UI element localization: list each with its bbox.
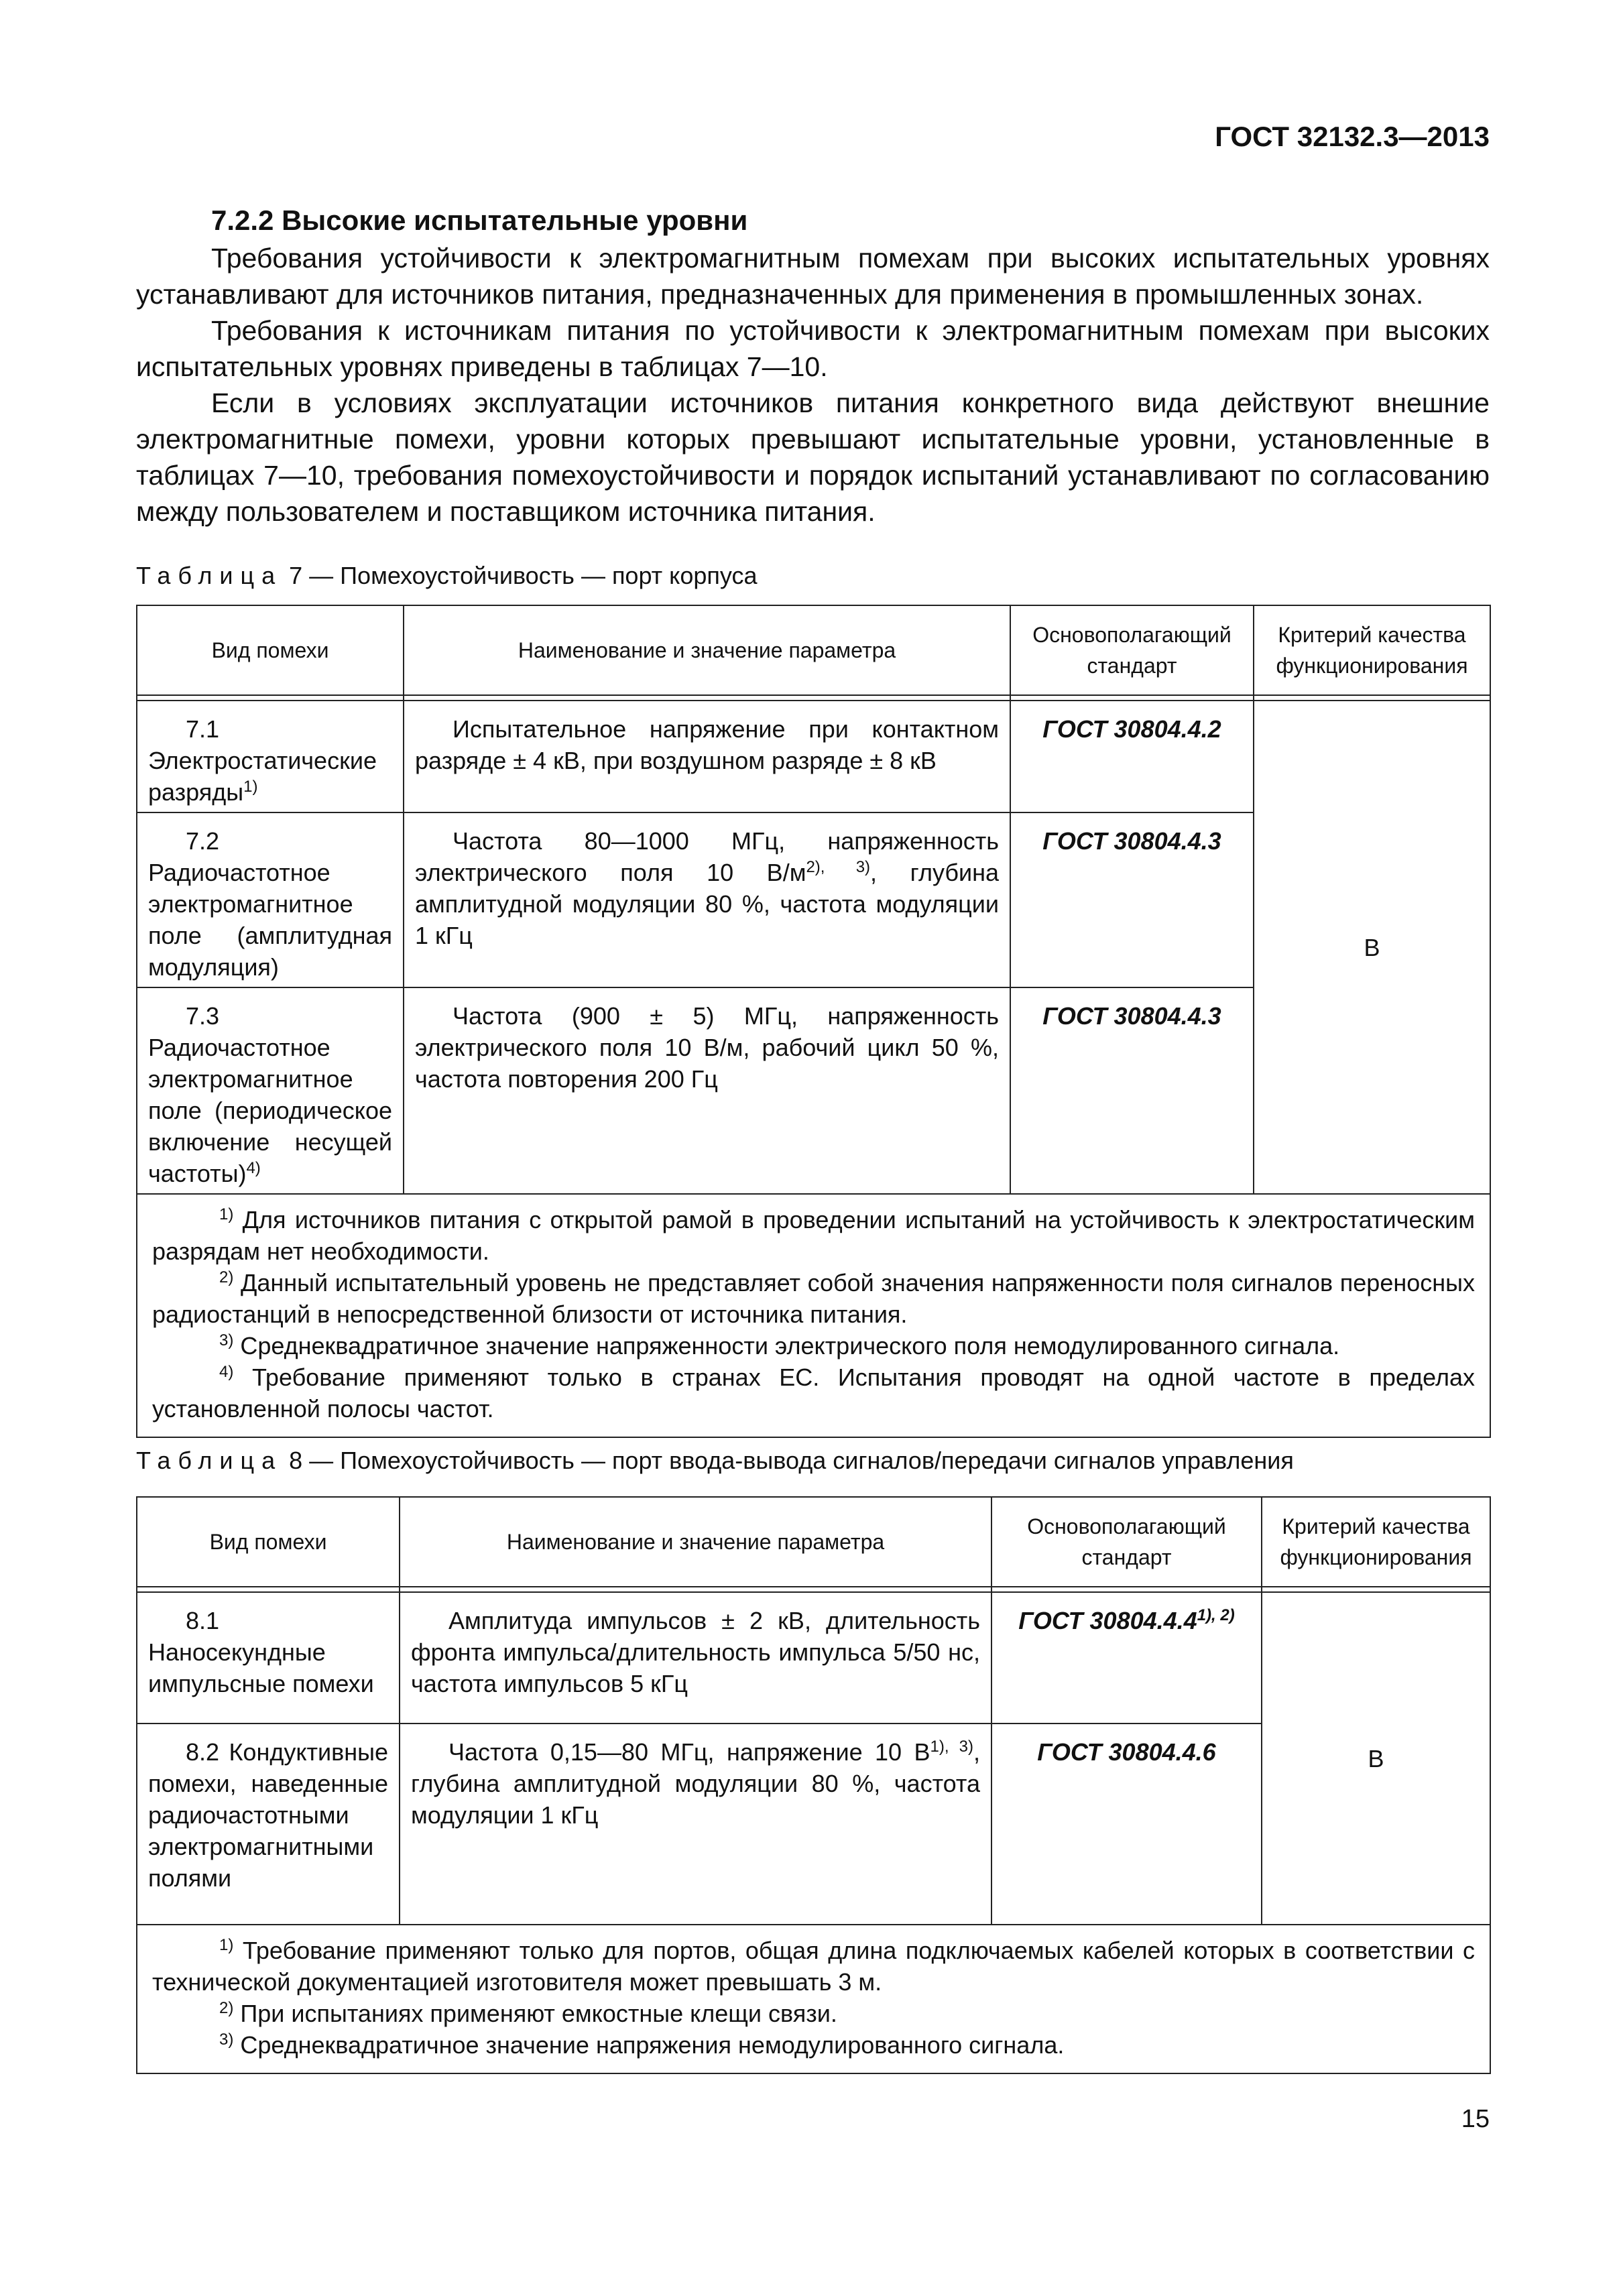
parameter-value: Частота 0,15—80 МГц, напряжение 10 $В^{1), 3)}$, глубина амплитудной модуляции 80 %, частота модуляции 1 кГц <box>400 1724 991 1925</box>
caption-text: 8 — Помехоустойчивость — порт ввода-вывода сигналов/передачи сигналов управления <box>282 1447 1294 1474</box>
document-id: ГОСТ 32132.3—2013 <box>1215 121 1490 152</box>
standard: ГОСТ 30804.4.6 <box>991 1724 1262 1925</box>
column-header: Наименование и значение параметра <box>404 605 1010 695</box>
standard: ГОСТ $30804.4.4^{1), 2)}$ <box>991 1592 1262 1724</box>
table-header-row <box>137 605 1490 695</box>
interference-type: 8.1 Наносекундные импульсные помехи <box>137 1592 400 1724</box>
standard: ГОСТ 30804.4.3 <box>1010 812 1254 987</box>
caption-text: 7 — Помехоустойчивость — порт корпуса <box>282 562 758 589</box>
standard: ГОСТ 30804.4.3 <box>1010 987 1254 1194</box>
footnote: $^{4)}$ Требование применяют только в странах ЕС. Испытания проводят на одной частоте в пределах установленной полосы частот. <box>152 1363 1475 1423</box>
footnote: $^{3)}$ Среднеквадратичное значение напряженности электрического поля немодулированного сигнала. <box>219 1331 1340 1360</box>
parameter-value: Испытательное напряжение при контактном разряде ± 4 кВ, при воздушном разряде ± 8 кВ <box>404 701 1010 812</box>
criterion: B <box>1254 701 1490 1194</box>
table-notes-row <box>137 1194 1490 1437</box>
column-header: Основополагающий стандарт <box>991 1497 1262 1587</box>
column-header: Вид помехи <box>137 1497 400 1587</box>
table-8-caption <box>136 1447 1294 1475</box>
interference-type: 7.3 Радиочастотное электромагнитное поле (периодическое включение несущей частоты)$^{4)}$ <box>137 987 404 1194</box>
footnote: $^{1)}$ Для источников питания с открытой рамой в проведении испытаний на устойчивость к электростатическим разрядам нет необходимости. <box>152 1205 1475 1265</box>
parameter-value: Частота (900 ± 5) МГц, напряженность электрического поля 10 В/м, рабочий цикл 50 %, частота повторения 200 Гц <box>404 987 1010 1194</box>
footnote: $^{2)}$ Данный испытательный уровень не представляет собой значения напряженности поля сигналов переносных радиостанций в непосредственной близости от источника питания. <box>152 1268 1475 1328</box>
caption-word: Таблица <box>136 1447 283 1474</box>
header-separator <box>137 695 1490 701</box>
standard: ГОСТ 30804.4.2 <box>1010 701 1254 812</box>
footnote: $^{3)}$ Среднеквадратичное значение напряжения немодулированного сигнала. <box>219 2031 1065 2059</box>
footnote: $^{2)}$ При испытаниях применяют емкостные клещи связи. <box>219 1999 837 2027</box>
table-header-row <box>137 1497 1490 1587</box>
section-title: 7.2.2 Высокие испытательные уровни <box>211 204 748 236</box>
parameter-value: Амплитуда импульсов ± 2 кВ, длительность фронта импульса/длительность импульса 5/50 нс, частота импульсов 5 кГц <box>400 1592 991 1724</box>
table-notes <box>137 1925 1490 2073</box>
interference-type: 7.2 Радиочастотное электромагнитное поле (амплитудная модуляция) <box>137 812 404 987</box>
interference-type: 7.1 Электростатические разряды$^{1)}$ <box>137 701 404 812</box>
paragraph: Требования устойчивости к электромагнитным помехам при высоких испытательных уровнях устанавливают для источников питания, предназначенных для применения в промышленных зонах. <box>136 243 1490 310</box>
table-7-caption <box>136 562 757 590</box>
column-header: Критерий качества функционирования <box>1262 1497 1490 1587</box>
paragraph: Требования к источникам питания по устойчивости к электромагнитным помехам при высоких испытательных уровнях приведены в таблицах 7—10. <box>136 315 1490 382</box>
header-separator <box>137 1587 1490 1592</box>
table-notes-row <box>137 1925 1490 2073</box>
column-header: Основополагающий стандарт <box>1010 605 1254 695</box>
footnote: $^{1)}$ Требование применяют только для портов, общая длина подключаемых кабелей которых в соответствии с технической документацией изготовителя может превышать 3 м. <box>152 1936 1475 1996</box>
table-row <box>137 701 1490 812</box>
table-8 <box>136 1496 1491 2074</box>
table-notes <box>137 1194 1490 1437</box>
section-7-2-2 <box>136 201 1490 530</box>
caption-word: Таблица <box>136 562 283 589</box>
table-row <box>137 1592 1490 1724</box>
parameter-value: Частота 80—1000 МГц, напряженность электрического поля 10 $В/м^{2), 3)}$, глубина амплитудной модуляции 80 %, частота модуляции 1 кГц <box>404 812 1010 987</box>
column-header: Критерий качества функционирования <box>1254 605 1490 695</box>
criterion: B <box>1262 1592 1490 1925</box>
page-number: 15 <box>1461 2105 1490 2133</box>
interference-type: 8.2 Кондуктивные помехи, наведенные радиочастотными электромагнитными полями <box>137 1724 400 1925</box>
column-header: Наименование и значение параметра <box>400 1497 991 1587</box>
table-7 <box>136 605 1491 1438</box>
column-header: Вид помехи <box>137 605 404 695</box>
paragraph: Если в условиях эксплуатации источников питания конкретного вида действуют внешние электромагнитные помехи, уровни которых превышают испытательные уровни, установленные в таблицах 7—10, требования помехоустойчивости и порядок испытаний устанавливают по согласованию между пользователем и поставщиком источника питания. <box>136 387 1490 527</box>
